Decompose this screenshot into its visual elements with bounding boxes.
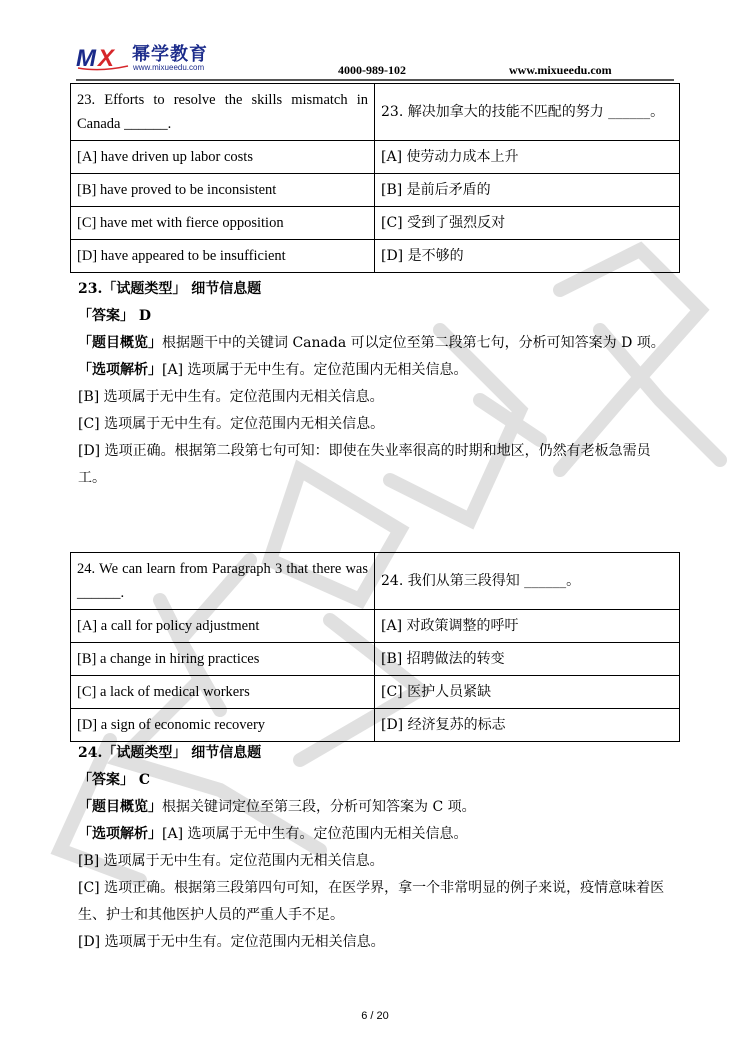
- table-row: [71, 553, 680, 610]
- q23-option-a-cn: [A] 使劳动力成本上升: [375, 141, 680, 174]
- q24-type: 24.「试题类型」 细节信息题: [78, 745, 262, 761]
- brand-name: 幂学教育: [132, 44, 208, 65]
- q23-overview: 「题目概览」根据题干中的关键词 Canada 可以定位至第二段第七句，分析可知答案为 D 项。: [78, 335, 665, 351]
- svg-text:M: M: [76, 45, 96, 72]
- q23-option-c-en: [C] have met with fierce opposition: [71, 207, 375, 240]
- q24-analysis-b: [B] 选项属于无中生有。定位范围内无相关信息。: [78, 853, 384, 869]
- q23-option-d-cn: [D] 是不够的: [375, 240, 680, 273]
- q24-option-c-cn: [C] 医护人员紧缺: [375, 676, 680, 709]
- q23-option-c-cn: [C] 受到了强烈反对: [375, 207, 680, 240]
- page-number: 6 / 20: [361, 1010, 389, 1022]
- q23-analysis-d: [D] 选项正确。根据第二段第七句可知：即使在失业率很高的时期和地区，仍然有老板急需员工。: [78, 443, 651, 486]
- q24-stem-en: 24. We can learn from Paragraph 3 that there was ______.: [71, 553, 375, 610]
- table-row: [71, 174, 680, 207]
- q23-stem-en: 23. Efforts to resolve the skills mismatch in Canada ______.: [71, 84, 375, 141]
- page-header: [76, 38, 674, 80]
- q24-analysis-d: [D] 选项属于无中生有。定位范围内无相关信息。: [78, 934, 385, 950]
- q24-option-b-cn: [B] 招聘做法的转变: [375, 643, 680, 676]
- q24-overview: 「题目概览」根据关键词定位至第三段，分析可知答案为 C 项。: [78, 799, 476, 815]
- question-24-table: [70, 552, 680, 742]
- q23-explanation: [78, 276, 676, 492]
- table-row: [71, 240, 680, 273]
- table-row: [71, 610, 680, 643]
- q23-analysis-c: [C] 选项属于无中生有。定位范围内无相关信息。: [78, 416, 385, 432]
- q23-answer: 「答案」 D: [78, 308, 152, 324]
- q23-option-d-en: [D] have appeared to be insufficient: [71, 240, 375, 273]
- q24-analysis-a: 「选项解析」[A] 选项属于无中生有。定位范围内无相关信息。: [78, 826, 468, 842]
- q24-option-d-cn: [D] 经济复苏的标志: [375, 709, 680, 742]
- table-row: [71, 709, 680, 742]
- q24-option-a-cn: [A] 对政策调整的呼吁: [375, 610, 680, 643]
- q24-option-d-en: [D] a sign of economic recovery: [71, 709, 375, 742]
- q23-analysis-b: [B] 选项属于无中生有。定位范围内无相关信息。: [78, 389, 384, 405]
- q23-analysis-a: 「选项解析」[A] 选项属于无中生有。定位范围内无相关信息。: [78, 362, 468, 378]
- q24-analysis-c: [C] 选项正确。根据第三段第四句可知，在医学界，拿一个非常明显的例子来说，疫情意味着医生、护士和其他医护人员的严重人手不足。: [78, 880, 665, 923]
- q24-option-c-en: [C] a lack of medical workers: [71, 676, 375, 709]
- question-23-table: [70, 83, 680, 273]
- q23-option-b-cn: [B] 是前后矛盾的: [375, 174, 680, 207]
- q23-option-a-en: [A] have driven up labor costs: [71, 141, 375, 174]
- table-row: [71, 676, 680, 709]
- svg-text:X: X: [98, 45, 115, 72]
- q23-option-b-en: [B] have proved to be inconsistent: [71, 174, 375, 207]
- table-row: [71, 84, 680, 141]
- header-divider: [76, 79, 674, 81]
- q24-option-a-en: [A] a call for policy adjustment: [71, 610, 375, 643]
- table-row: [71, 643, 680, 676]
- table-row: [71, 207, 680, 240]
- q24-answer: 「答案」 C: [78, 772, 151, 788]
- q24-option-b-en: [B] a change in hiring practices: [71, 643, 375, 676]
- q23-stem-cn: 23. 解决加拿大的技能不匹配的努力 ______。: [375, 84, 680, 141]
- table-row: [71, 141, 680, 174]
- brand-url: www.mixueedu.com: [133, 63, 205, 72]
- q24-explanation: [78, 740, 676, 956]
- header-phone: 4000-989-102: [338, 63, 406, 77]
- q23-type: 23.「试题类型」 细节信息题: [78, 281, 262, 297]
- q24-stem-cn: 24. 我们从第三段得知 ______。: [375, 553, 680, 610]
- header-website[interactable]: www.mixueedu.com: [509, 63, 612, 77]
